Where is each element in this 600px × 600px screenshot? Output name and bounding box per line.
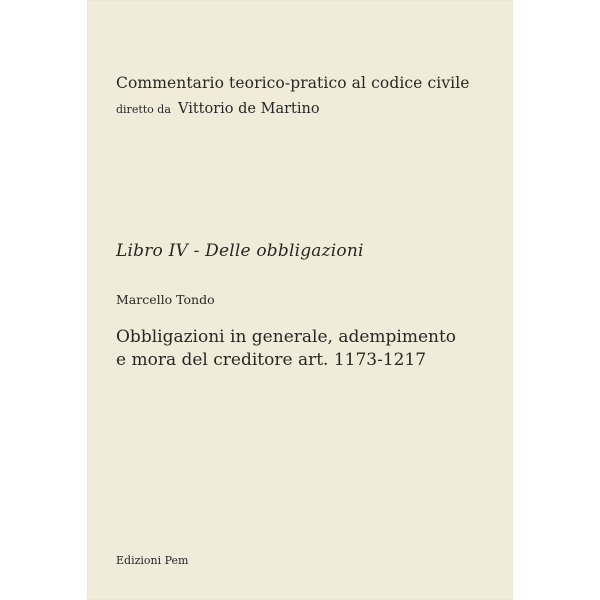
director-prefix: diretto da [116,103,171,116]
author-name: Marcello Tondo [116,292,215,307]
volume-title-line-2: e mora del creditore art. 1173-1217 [116,350,427,370]
book-title: Libro IV - Delle obbligazioni [116,241,364,261]
volume-title [116,326,456,372]
volume-title-line-1: Obbligazioni in generale, adempimento [116,327,457,347]
director-name: Vittorio de Martino [177,101,320,117]
director-line [116,98,320,117]
series-title: Commentario teorico-pratico al codice civile [116,74,470,92]
title-page [87,0,513,600]
publisher-name: Edizioni Pem [116,554,189,567]
